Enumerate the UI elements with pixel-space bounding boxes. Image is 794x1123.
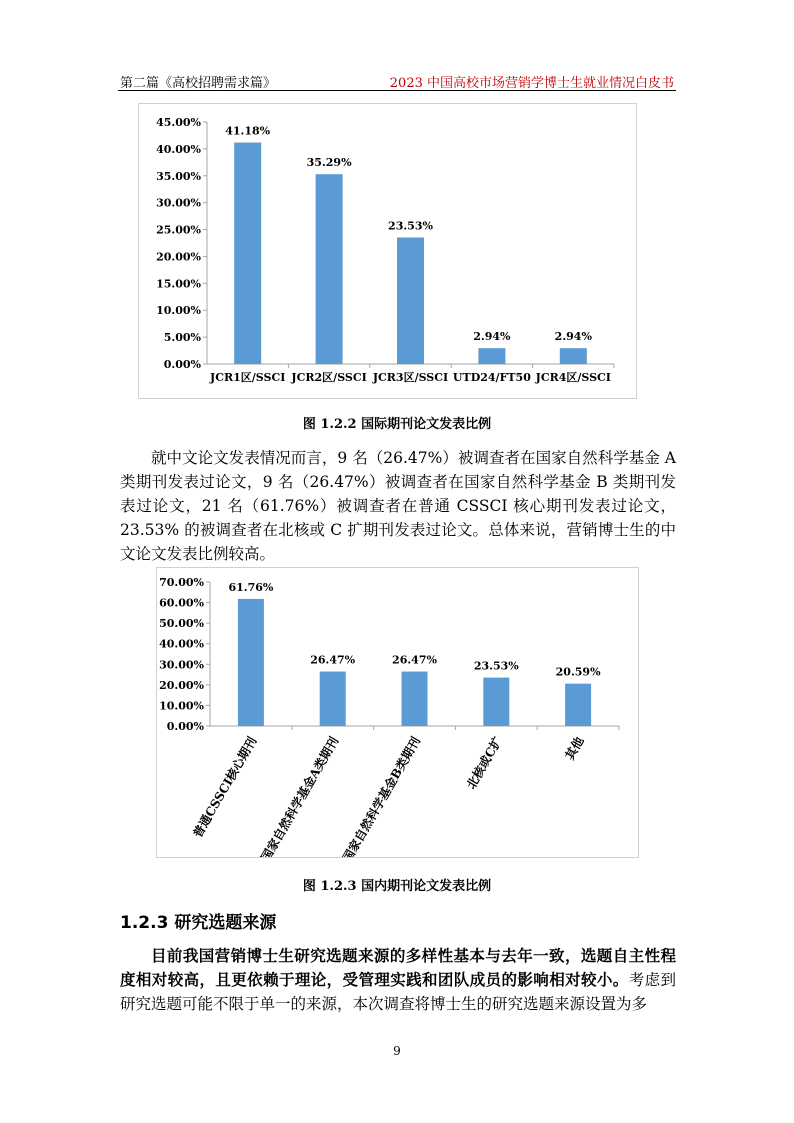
y-tick-label: 15.00% [156,277,201,291]
paragraph-normal-text: 考虑到研究选题可能不限于单一的来源，本次调查将博士生的研究选题来源设置为多 [120,971,676,1013]
y-tick-label: 40.00% [159,637,204,651]
category-label: 国家自然科学基金B类期刊 [339,734,424,857]
category-label: JCR4区/SSCI [535,371,611,384]
page-number: 9 [393,1044,401,1058]
y-tick-label: 25.00% [156,223,201,237]
y-tick-label: 0.00% [166,720,204,733]
section-title: 1.2.3 研究选题来源 [120,913,277,933]
bar [320,672,346,726]
y-tick-label: 10.00% [159,699,204,713]
bar [397,237,424,364]
data-label: 61.76% [228,580,274,594]
category-label: JCR1区/SSCI [210,371,286,384]
data-label: 23.53% [388,219,433,233]
data-label: 35.29% [306,156,352,170]
y-tick-label: 5.00% [163,331,201,345]
paragraph-text [120,944,676,1016]
y-tick-label: 0.00% [163,358,201,371]
y-tick-label: 30.00% [156,196,201,210]
y-tick-label: 10.00% [156,304,201,318]
y-tick-label: 70.00% [159,576,204,589]
bar [483,678,509,726]
header-right: 2023 中国高校市场营销学博士生就业情况白皮书 [389,76,674,91]
data-label: 41.18% [225,124,271,138]
chart-domestic [156,567,639,858]
category-label: 北核或C扩 [463,734,505,792]
chart-international [138,103,637,399]
bar [560,348,587,364]
data-label: 20.59% [555,665,601,679]
data-label: 2.94% [554,330,592,344]
y-tick-label: 50.00% [159,617,204,631]
header-left: 第二篇《高校招聘需求篇》 [120,76,277,91]
y-tick-label: 30.00% [159,658,204,672]
figure-caption-2: 图 1.2.3 国内期刊论文发表比例 [302,879,492,894]
category-label: 国家自然科学基金A类期刊 [258,734,342,857]
y-tick-label: 40.00% [156,142,201,156]
data-label: 23.53% [473,659,519,673]
figure-caption-1: 图 1.2.2 国际期刊论文发表比例 [302,417,492,432]
paragraph-bold-text: 目前我国营销博士生研究选题来源的多样性基本与去年一致，选题自主性程度相对较高，且更依赖于理论，受管理实践和团队成员的影响相对较小。 [120,946,676,989]
category-label: JCR2区/SSCI [291,371,367,384]
chart-domestic-svg [157,568,638,857]
bar [238,599,264,726]
bar [316,174,343,364]
bar [234,143,261,364]
category-label: JCR3区/SSCI [372,371,449,384]
category-label: 其他 [562,734,587,763]
bar [402,672,428,726]
paragraph-text: 就中文论文发表情况而言，9 名（26.47%）被调查者在国家自然科学基金 A 类期刊发表过论文，9 名（26.47%）被调查者在国家自然科学基金 B 类期刊发表过论文，21 名（61.76%）被调查者在普通 CSSCI 核心期刊发表过论文，23.53% 的被调查者在北核或 C 扩期刊发表过论文。总体来说，营销博士生的中文论文发表比例较高。 [120,449,676,563]
header-rule [118,90,676,91]
y-tick-label: 20.00% [156,250,201,264]
y-tick-label: 35.00% [156,169,201,183]
bar [478,348,505,364]
data-label: 26.47% [310,653,356,667]
category-label: 普通CSSCI核心期刊 [190,734,260,841]
data-label: 26.47% [392,653,437,667]
chart-international-svg [139,104,636,398]
category-label: UTD24/FT50 [452,371,531,384]
paragraph-topic-source [120,944,676,1016]
data-label: 2.94% [473,330,511,344]
paragraph-chinese-papers [120,446,676,566]
bar [565,684,591,726]
y-tick-label: 60.00% [159,596,204,610]
y-tick-label: 20.00% [159,678,204,692]
y-tick-label: 45.00% [156,116,201,129]
